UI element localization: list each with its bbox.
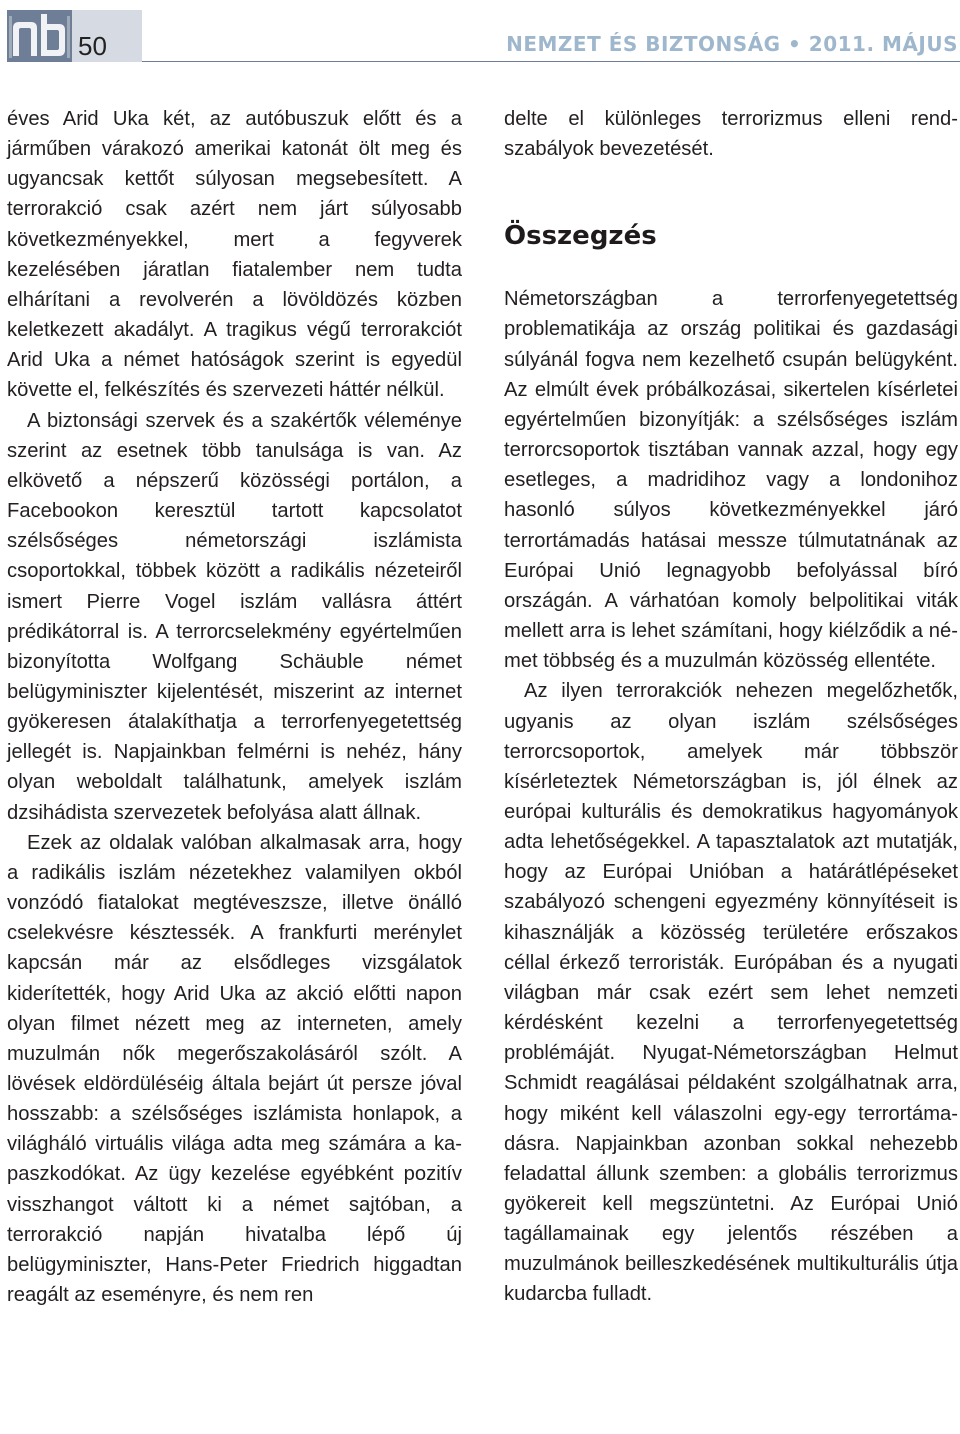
header-rule xyxy=(142,61,960,62)
journal-title: NEMZET ÉS BIZTONSÁG • 2011. MÁJUS xyxy=(506,32,958,56)
right-column xyxy=(504,104,958,1310)
page-header xyxy=(0,0,960,64)
page-number: 50 xyxy=(78,31,107,61)
right-paragraph-3: Az ilyen terrorakciók nehezen megelőzhetők, ugyanis az olyan iszlám szélsőséges terrorcsoportok, amelyek már többször kísérleteztek Németországban is, jól élnek az európai kulturális és demokratikus hagyományok adta lehetőségekkel. A tapasztalatok azt mutatják, hogy az Európai Unióban a határátlépéseket szabályozó schengeni egyezmény könnyítéseit is kihasználják a közösség területére erőszakos céllal érkező terroristák. Európában és a nyugati világban már csak ezért sem lehet nemzeti kérdésként kezelni a terrorfenyegetettség problémáját. Nyugat-Németországban Helmut Schmidt reagálásai példaként szolgálhatnak arra, hogy miként kell válaszolni egy-egy terrortámadásra. Napjainkban azonban sokkal nehezebb feladattal állunk szemben: a globális terrorizmus gyökereit kell megszüntetni. Az Európai Unió tagállamainak egy jelentős részében a muzulmánok beilleszkedésének multikulturális útja kudarcba fulladt. xyxy=(504,680,958,1306)
nb-logo-icon xyxy=(7,10,72,62)
left-column xyxy=(7,104,462,1310)
right-paragraph-2: Németországban a terrorfenyegetettség problematikája az ország politikai és gazdasági súlyánál fogva nem kezelhető csupán belügyként. Az elmúlt évek próbálkozásai, sikertelen kísérletei egyértelműen bizonyítják: a szélsőséges iszlám terrorcsoportok tisztában vannak azzal, hogy egy esetleges, a madridihoz vagy a londonihoz hasonló súlyos következményekkel járó terrortámadás hatásai messze túlmutatnának az Európai Unió legnagyobb befolyással bíró országán. A várhatóan komoly belpolitikai viták mellett arra is lehet számítani, hogy kiélződik a német többség és a muzulmán közösség ellentéte. xyxy=(504,288,958,673)
left-paragraph-3: Ezek az oldalak valóban alkalmasak arra, hogy a radikális iszlám nézetekhez valamilyen okból vonzódó fiatalokat megtéveszsze, illetve önálló cselekvésre késztessék. A frankfurti merénylet kapcsán már az elsődleges vizsgálatok kiderítették, hogy Arid Uka az akció előtti napon olyan filmet nézett meg az interneten, amely muzulmán nők megerőszakolásáról szólt. A lövések eldördüléséig általa bejárt út persze jóval hosszabb: a szélsőséges iszlámista honlapok, a világháló virtuális világa adta meg számára a kapaszkodókat. Az ügy kezelése egyébként pozitív visszhangot váltott ki a német sajtóban, a terrorakció napján hivatalba lépő új belügyminiszter, Hans-Peter Friedrich higgadtan reagált az eseményre, és nem ren xyxy=(7,831,462,1307)
left-paragraph-2: A biztonsági szervek és a szakértők véleménye szerint az esetnek több tanulsága is van. Az elkövető a népszerű közösségi portálon, a Facebookon keresztül tartott kapcsolatot szélsőséges németországi iszlámista csoportokkal, többek között a radikális nézeteiről ismert Pierre Vogel iszlám vallásra áttért prédikátorral is. A terrorcselekmény egyértelműen bizonyította Wolfgang Schäuble német belügyminiszter kijelentését, miszerint az internet gyökeresen átalakíthatja a terrorfenyegetettség jellegét is. Napjainkban felmérni is nehéz, hány olyan weboldalt találhatunk, amelyek iszlám dzsihádista szervezetek befolyása alatt állnak. xyxy=(7,409,462,824)
journal-logo xyxy=(7,10,72,62)
left-paragraph-1: éves Arid Uka két, az autóbuszuk előtt és a járműben várakozó amerikai katonát ölt meg és ugyancsak kettőt súlyosan megsebesített. A terrorakció csak azért nem járt súlyosabb következményekkel, mert a fegyverek kezelésében járatlan fiatalember nem tudta elhárítani a revolverén a lövöldözés közben keletkezett akadályt. A tragikus végű terrorakciót Arid Uka a német hatóságok szerint is egyedül követte el, felkészítés és szervezeti háttér nélkül. xyxy=(7,108,462,402)
section-heading: Összegzés xyxy=(504,221,657,252)
right-paragraph-1: delte el különleges terrorizmus elleni rendszabályok bevezetését. xyxy=(504,108,958,161)
